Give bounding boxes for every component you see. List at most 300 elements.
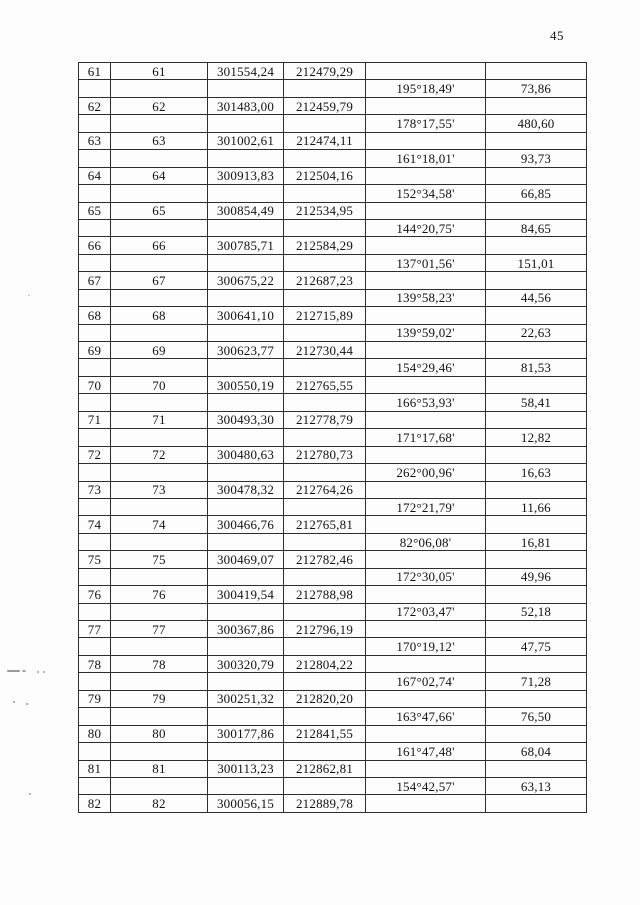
cell-empty bbox=[486, 621, 587, 638]
cell-angle: 171°17,68' bbox=[366, 429, 486, 446]
page-number: 45 bbox=[550, 28, 564, 43]
leg-row bbox=[79, 743, 587, 760]
cell-x-coord: 300320,79 bbox=[208, 655, 284, 672]
cell-empty bbox=[284, 115, 366, 132]
cell-empty bbox=[111, 429, 208, 446]
leg-row bbox=[79, 219, 587, 236]
cell-empty bbox=[284, 673, 366, 690]
cell-empty bbox=[486, 690, 587, 707]
cell-empty bbox=[486, 202, 587, 219]
cell-distance: 49,96 bbox=[486, 568, 587, 585]
cell-empty bbox=[486, 132, 587, 149]
cell-empty bbox=[486, 586, 587, 603]
cell-distance: 63,13 bbox=[486, 777, 587, 794]
cell-empty bbox=[366, 690, 486, 707]
cell-y-coord: 212765,81 bbox=[284, 516, 366, 533]
cell-x-coord: 300550,19 bbox=[208, 376, 284, 393]
cell-empty bbox=[111, 115, 208, 132]
cell-point-no: 80 bbox=[79, 725, 111, 742]
leg-row bbox=[79, 185, 587, 202]
cell-empty bbox=[486, 481, 587, 498]
cell-angle: 172°30,05' bbox=[366, 568, 486, 585]
cell-point-no: 72 bbox=[79, 446, 111, 463]
cell-point-no2: 74 bbox=[111, 516, 208, 533]
cell-y-coord: 212534,95 bbox=[284, 202, 366, 219]
cell-empty bbox=[208, 394, 284, 411]
cell-x-coord: 300480,63 bbox=[208, 446, 284, 463]
cell-distance: 44,56 bbox=[486, 289, 587, 306]
cell-empty bbox=[486, 446, 587, 463]
cell-angle: 139°58,23' bbox=[366, 289, 486, 306]
cell-angle: 195°18,49' bbox=[366, 80, 486, 97]
cell-y-coord: 212841,55 bbox=[284, 725, 366, 742]
cell-empty bbox=[486, 411, 587, 428]
cell-empty bbox=[208, 603, 284, 620]
cell-point-no2: 66 bbox=[111, 237, 208, 254]
cell-empty bbox=[79, 638, 111, 655]
survey-table bbox=[78, 62, 587, 813]
cell-angle: 178°17,55' bbox=[366, 115, 486, 132]
cell-empty bbox=[284, 80, 366, 97]
cell-point-no2: 78 bbox=[111, 655, 208, 672]
cell-empty bbox=[79, 115, 111, 132]
scan-artifact bbox=[7, 670, 20, 672]
cell-distance: 16,81 bbox=[486, 533, 587, 550]
cell-x-coord: 300113,23 bbox=[208, 760, 284, 777]
point-row bbox=[79, 690, 587, 707]
cell-empty bbox=[284, 708, 366, 725]
cell-distance: 47,75 bbox=[486, 638, 587, 655]
cell-empty bbox=[208, 80, 284, 97]
cell-point-no2: 81 bbox=[111, 760, 208, 777]
cell-point-no2: 80 bbox=[111, 725, 208, 742]
cell-empty bbox=[366, 621, 486, 638]
cell-x-coord: 300251,32 bbox=[208, 690, 284, 707]
cell-empty bbox=[111, 638, 208, 655]
cell-y-coord: 212782,46 bbox=[284, 551, 366, 568]
cell-point-no: 66 bbox=[79, 237, 111, 254]
point-row bbox=[79, 376, 587, 393]
cell-angle: 144°20,75' bbox=[366, 219, 486, 236]
cell-empty bbox=[366, 63, 486, 80]
cell-point-no: 62 bbox=[79, 97, 111, 114]
cell-point-no: 71 bbox=[79, 411, 111, 428]
cell-y-coord: 212764,26 bbox=[284, 481, 366, 498]
cell-empty bbox=[366, 342, 486, 359]
cell-empty bbox=[366, 481, 486, 498]
cell-empty bbox=[208, 254, 284, 271]
cell-empty bbox=[284, 743, 366, 760]
cell-point-no2: 79 bbox=[111, 690, 208, 707]
point-row bbox=[79, 202, 587, 219]
cell-empty bbox=[111, 80, 208, 97]
cell-angle: 167°02,74' bbox=[366, 673, 486, 690]
cell-point-no2: 64 bbox=[111, 167, 208, 184]
cell-distance: 22,63 bbox=[486, 324, 587, 341]
leg-row bbox=[79, 429, 587, 446]
cell-empty bbox=[208, 150, 284, 167]
cell-point-no: 79 bbox=[79, 690, 111, 707]
cell-y-coord: 212730,44 bbox=[284, 342, 366, 359]
cell-empty bbox=[111, 533, 208, 550]
cell-empty bbox=[79, 603, 111, 620]
cell-angle: 262°00,96' bbox=[366, 464, 486, 481]
cell-empty bbox=[79, 359, 111, 376]
cell-point-no2: 61 bbox=[111, 63, 208, 80]
cell-y-coord: 212504,16 bbox=[284, 167, 366, 184]
cell-empty bbox=[366, 376, 486, 393]
leg-row bbox=[79, 324, 587, 341]
cell-distance: 73,86 bbox=[486, 80, 587, 97]
cell-empty bbox=[79, 289, 111, 306]
cell-x-coord: 300056,15 bbox=[208, 795, 284, 813]
cell-angle: 172°03,47' bbox=[366, 603, 486, 620]
cell-y-coord: 212862,81 bbox=[284, 760, 366, 777]
cell-y-coord: 212788,98 bbox=[284, 586, 366, 603]
cell-y-coord: 212780,73 bbox=[284, 446, 366, 463]
cell-empty bbox=[486, 272, 587, 289]
cell-x-coord: 300854,49 bbox=[208, 202, 284, 219]
cell-empty bbox=[284, 289, 366, 306]
cell-empty bbox=[111, 289, 208, 306]
cell-point-no2: 63 bbox=[111, 132, 208, 149]
cell-empty bbox=[111, 464, 208, 481]
cell-empty bbox=[79, 185, 111, 202]
scan-artifact bbox=[13, 701, 15, 703]
cell-point-no2: 75 bbox=[111, 551, 208, 568]
cell-y-coord: 212715,89 bbox=[284, 307, 366, 324]
cell-point-no2: 76 bbox=[111, 586, 208, 603]
point-row bbox=[79, 97, 587, 114]
point-row bbox=[79, 725, 587, 742]
cell-x-coord: 300785,71 bbox=[208, 237, 284, 254]
cell-angle: 137°01,56' bbox=[366, 254, 486, 271]
leg-row bbox=[79, 498, 587, 515]
cell-y-coord: 212459,79 bbox=[284, 97, 366, 114]
cell-empty bbox=[284, 150, 366, 167]
cell-empty bbox=[366, 307, 486, 324]
cell-y-coord: 212479,29 bbox=[284, 63, 366, 80]
cell-empty bbox=[111, 185, 208, 202]
cell-empty bbox=[366, 237, 486, 254]
cell-empty bbox=[486, 655, 587, 672]
point-row bbox=[79, 621, 587, 638]
cell-distance: 81,53 bbox=[486, 359, 587, 376]
cell-empty bbox=[79, 533, 111, 550]
cell-distance: 84,65 bbox=[486, 219, 587, 236]
cell-empty bbox=[486, 307, 587, 324]
cell-empty bbox=[111, 324, 208, 341]
cell-empty bbox=[111, 150, 208, 167]
cell-empty bbox=[208, 673, 284, 690]
cell-empty bbox=[284, 254, 366, 271]
cell-y-coord: 212820,20 bbox=[284, 690, 366, 707]
point-row bbox=[79, 342, 587, 359]
cell-empty bbox=[208, 115, 284, 132]
cell-y-coord: 212796,19 bbox=[284, 621, 366, 638]
cell-empty bbox=[366, 411, 486, 428]
cell-y-coord: 212889,78 bbox=[284, 795, 366, 813]
cell-empty bbox=[366, 97, 486, 114]
cell-point-no: 63 bbox=[79, 132, 111, 149]
cell-empty bbox=[111, 359, 208, 376]
cell-empty bbox=[486, 376, 587, 393]
cell-empty bbox=[208, 289, 284, 306]
cell-empty bbox=[79, 429, 111, 446]
cell-point-no2: 71 bbox=[111, 411, 208, 428]
cell-y-coord: 212584,29 bbox=[284, 237, 366, 254]
cell-empty bbox=[79, 498, 111, 515]
cell-empty bbox=[284, 498, 366, 515]
point-row bbox=[79, 307, 587, 324]
cell-distance: 11,66 bbox=[486, 498, 587, 515]
cell-distance: 76,50 bbox=[486, 708, 587, 725]
survey-table-body bbox=[79, 63, 587, 813]
cell-empty bbox=[366, 655, 486, 672]
cell-point-no2: 77 bbox=[111, 621, 208, 638]
cell-empty bbox=[486, 97, 587, 114]
cell-empty bbox=[79, 743, 111, 760]
point-row bbox=[79, 655, 587, 672]
cell-angle: 172°21,79' bbox=[366, 498, 486, 515]
leg-row bbox=[79, 777, 587, 794]
cell-distance: 16,63 bbox=[486, 464, 587, 481]
cell-x-coord: 300466,76 bbox=[208, 516, 284, 533]
cell-distance: 12,82 bbox=[486, 429, 587, 446]
leg-row bbox=[79, 603, 587, 620]
cell-distance: 93,73 bbox=[486, 150, 587, 167]
cell-empty bbox=[208, 219, 284, 236]
cell-angle: 82°06,08' bbox=[366, 533, 486, 550]
cell-empty bbox=[366, 272, 486, 289]
cell-x-coord: 300177,86 bbox=[208, 725, 284, 742]
cell-angle: 152°34,58' bbox=[366, 185, 486, 202]
cell-angle: 154°29,46' bbox=[366, 359, 486, 376]
cell-empty bbox=[284, 429, 366, 446]
point-row bbox=[79, 551, 587, 568]
cell-empty bbox=[366, 586, 486, 603]
cell-point-no2: 62 bbox=[111, 97, 208, 114]
cell-empty bbox=[486, 725, 587, 742]
cell-point-no: 75 bbox=[79, 551, 111, 568]
cell-empty bbox=[111, 743, 208, 760]
cell-y-coord: 212804,22 bbox=[284, 655, 366, 672]
cell-x-coord: 300469,07 bbox=[208, 551, 284, 568]
cell-empty bbox=[111, 603, 208, 620]
cell-empty bbox=[208, 185, 284, 202]
scan-artifact bbox=[28, 295, 30, 296]
leg-row bbox=[79, 115, 587, 132]
cell-empty bbox=[366, 202, 486, 219]
cell-empty bbox=[208, 777, 284, 794]
leg-row bbox=[79, 568, 587, 585]
scan-artifact bbox=[43, 671, 45, 673]
cell-point-no: 67 bbox=[79, 272, 111, 289]
cell-x-coord: 301554,24 bbox=[208, 63, 284, 80]
leg-row bbox=[79, 708, 587, 725]
cell-x-coord: 300675,22 bbox=[208, 272, 284, 289]
cell-point-no: 61 bbox=[79, 63, 111, 80]
cell-angle: 161°18,01' bbox=[366, 150, 486, 167]
cell-empty bbox=[366, 551, 486, 568]
cell-empty bbox=[79, 568, 111, 585]
cell-empty bbox=[284, 533, 366, 550]
cell-point-no2: 82 bbox=[111, 795, 208, 813]
cell-x-coord: 300493,30 bbox=[208, 411, 284, 428]
cell-point-no: 76 bbox=[79, 586, 111, 603]
cell-empty bbox=[284, 359, 366, 376]
cell-angle: 161°47,48' bbox=[366, 743, 486, 760]
cell-point-no: 77 bbox=[79, 621, 111, 638]
cell-distance: 58,41 bbox=[486, 394, 587, 411]
scan-artifact bbox=[29, 793, 31, 795]
point-row bbox=[79, 167, 587, 184]
scan-artifact bbox=[22, 670, 26, 672]
cell-point-no2: 69 bbox=[111, 342, 208, 359]
cell-empty bbox=[208, 498, 284, 515]
cell-empty bbox=[111, 673, 208, 690]
cell-distance: 66,85 bbox=[486, 185, 587, 202]
cell-point-no: 64 bbox=[79, 167, 111, 184]
cell-empty bbox=[284, 568, 366, 585]
cell-x-coord: 301002,61 bbox=[208, 132, 284, 149]
point-row bbox=[79, 237, 587, 254]
cell-point-no: 70 bbox=[79, 376, 111, 393]
cell-point-no2: 65 bbox=[111, 202, 208, 219]
cell-empty bbox=[208, 743, 284, 760]
cell-y-coord: 212687,23 bbox=[284, 272, 366, 289]
leg-row bbox=[79, 394, 587, 411]
cell-distance: 151,01 bbox=[486, 254, 587, 271]
cell-angle: 170°19,12' bbox=[366, 638, 486, 655]
cell-empty bbox=[284, 324, 366, 341]
cell-point-no2: 73 bbox=[111, 481, 208, 498]
cell-point-no: 65 bbox=[79, 202, 111, 219]
point-row bbox=[79, 411, 587, 428]
cell-y-coord: 212765,55 bbox=[284, 376, 366, 393]
cell-empty bbox=[284, 638, 366, 655]
cell-empty bbox=[208, 638, 284, 655]
cell-x-coord: 300913,83 bbox=[208, 167, 284, 184]
cell-empty bbox=[486, 342, 587, 359]
cell-empty bbox=[284, 464, 366, 481]
point-row bbox=[79, 272, 587, 289]
cell-empty bbox=[284, 777, 366, 794]
cell-empty bbox=[284, 394, 366, 411]
leg-row bbox=[79, 638, 587, 655]
cell-x-coord: 300367,86 bbox=[208, 621, 284, 638]
cell-empty bbox=[111, 777, 208, 794]
cell-distance: 68,04 bbox=[486, 743, 587, 760]
cell-empty bbox=[111, 219, 208, 236]
cell-distance: 52,18 bbox=[486, 603, 587, 620]
point-row bbox=[79, 795, 587, 813]
cell-empty bbox=[366, 725, 486, 742]
cell-point-no2: 72 bbox=[111, 446, 208, 463]
scan-artifact bbox=[26, 703, 28, 705]
cell-empty bbox=[79, 219, 111, 236]
leg-row bbox=[79, 464, 587, 481]
cell-x-coord: 301483,00 bbox=[208, 97, 284, 114]
point-row bbox=[79, 63, 587, 80]
cell-point-no: 74 bbox=[79, 516, 111, 533]
point-row bbox=[79, 446, 587, 463]
cell-empty bbox=[366, 446, 486, 463]
cell-point-no: 78 bbox=[79, 655, 111, 672]
cell-empty bbox=[111, 498, 208, 515]
cell-point-no: 82 bbox=[79, 795, 111, 813]
cell-empty bbox=[111, 394, 208, 411]
cell-x-coord: 300419,54 bbox=[208, 586, 284, 603]
cell-empty bbox=[486, 760, 587, 777]
cell-point-no: 73 bbox=[79, 481, 111, 498]
leg-row bbox=[79, 359, 587, 376]
cell-empty bbox=[486, 795, 587, 813]
leg-row bbox=[79, 673, 587, 690]
cell-empty bbox=[208, 429, 284, 446]
cell-empty bbox=[284, 185, 366, 202]
cell-empty bbox=[486, 63, 587, 80]
cell-empty bbox=[79, 150, 111, 167]
cell-empty bbox=[486, 167, 587, 184]
cell-y-coord: 212474,11 bbox=[284, 132, 366, 149]
cell-empty bbox=[366, 516, 486, 533]
leg-row bbox=[79, 289, 587, 306]
cell-angle: 139°59,02' bbox=[366, 324, 486, 341]
cell-empty bbox=[486, 551, 587, 568]
cell-empty bbox=[79, 777, 111, 794]
cell-empty bbox=[208, 464, 284, 481]
cell-empty bbox=[111, 568, 208, 585]
cell-empty bbox=[79, 394, 111, 411]
cell-point-no2: 70 bbox=[111, 376, 208, 393]
cell-empty bbox=[79, 80, 111, 97]
point-row bbox=[79, 132, 587, 149]
cell-x-coord: 300478,32 bbox=[208, 481, 284, 498]
cell-empty bbox=[208, 568, 284, 585]
cell-distance: 71,28 bbox=[486, 673, 587, 690]
cell-empty bbox=[366, 795, 486, 813]
cell-empty bbox=[79, 708, 111, 725]
point-row bbox=[79, 760, 587, 777]
cell-empty bbox=[79, 464, 111, 481]
cell-x-coord: 300641,10 bbox=[208, 307, 284, 324]
cell-empty bbox=[111, 254, 208, 271]
cell-point-no2: 67 bbox=[111, 272, 208, 289]
cell-empty bbox=[284, 603, 366, 620]
cell-empty bbox=[366, 132, 486, 149]
cell-point-no: 68 bbox=[79, 307, 111, 324]
cell-point-no: 69 bbox=[79, 342, 111, 359]
cell-empty bbox=[208, 324, 284, 341]
cell-empty bbox=[79, 673, 111, 690]
cell-angle: 163°47,66' bbox=[366, 708, 486, 725]
cell-point-no2: 68 bbox=[111, 307, 208, 324]
cell-x-coord: 300623,77 bbox=[208, 342, 284, 359]
point-row bbox=[79, 516, 587, 533]
leg-row bbox=[79, 254, 587, 271]
cell-empty bbox=[208, 533, 284, 550]
point-row bbox=[79, 481, 587, 498]
cell-empty bbox=[284, 219, 366, 236]
cell-distance: 480,60 bbox=[486, 115, 587, 132]
cell-empty bbox=[79, 324, 111, 341]
cell-angle: 154°42,57' bbox=[366, 777, 486, 794]
cell-angle: 166°53,93' bbox=[366, 394, 486, 411]
cell-y-coord: 212778,79 bbox=[284, 411, 366, 428]
cell-point-no: 81 bbox=[79, 760, 111, 777]
leg-row bbox=[79, 533, 587, 550]
